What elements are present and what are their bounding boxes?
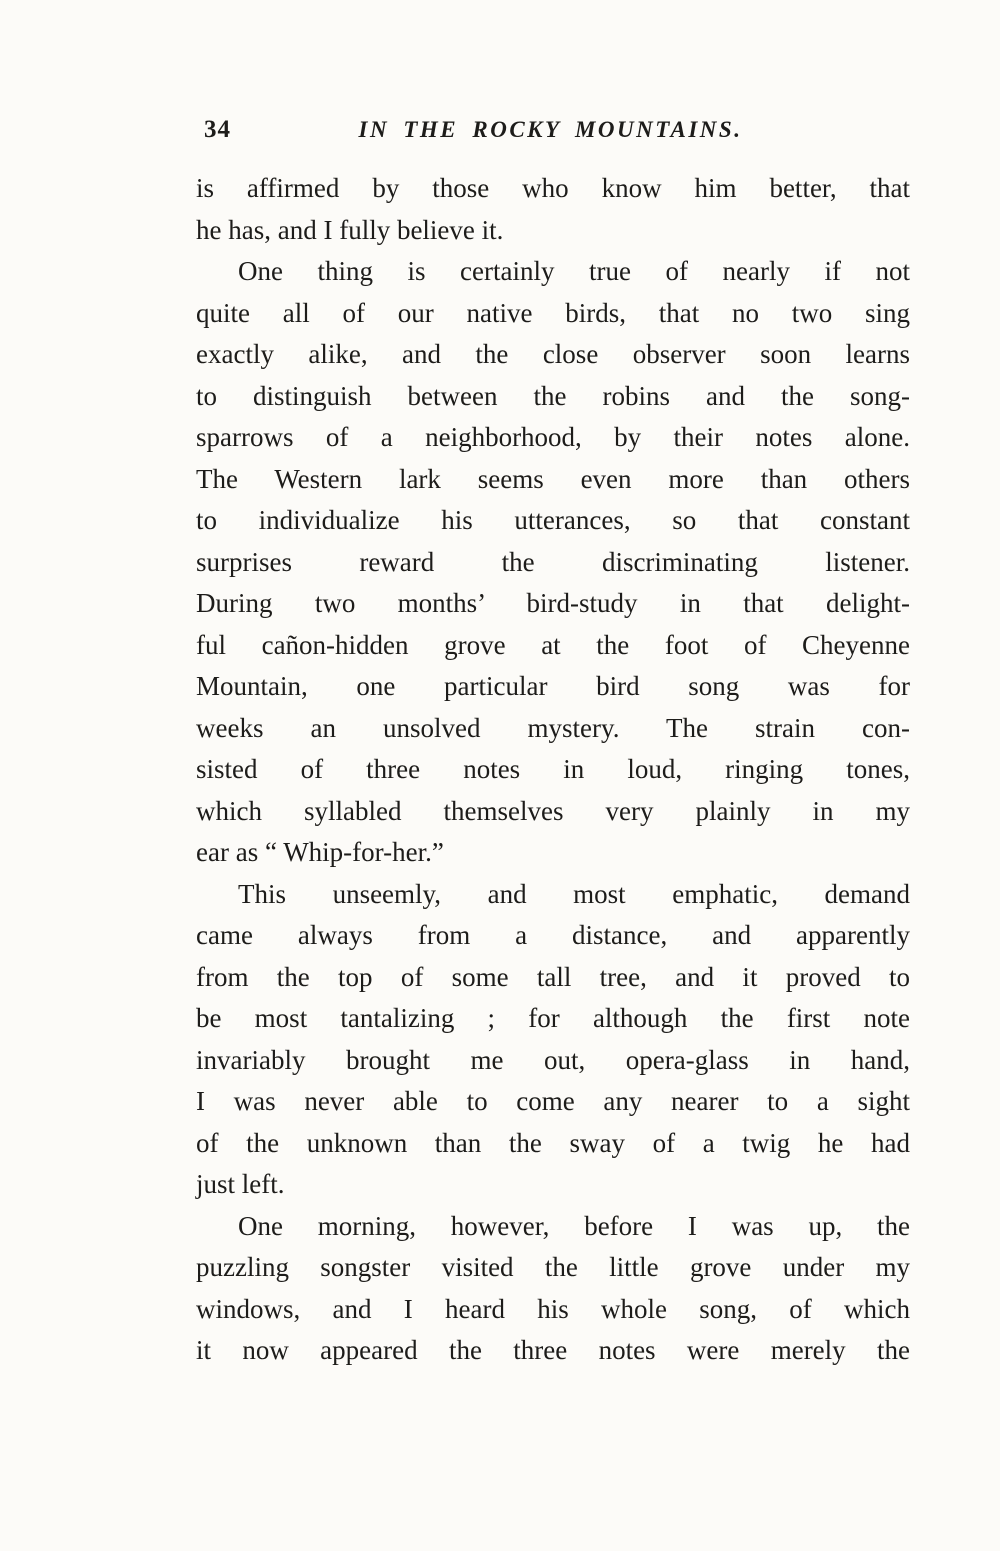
text-line: it now appeared the three notes were merely the <box>196 1335 910 1365</box>
text-line: of the unknown than the sway of a twig he had <box>196 1127 910 1158</box>
text-line: This unseemly, and most emphatic, demand <box>238 878 910 909</box>
page-header <box>196 116 910 144</box>
text-line: sparrows of a neighborhood, by their notes alone. <box>196 422 910 452</box>
text-line: One thing is certainly true of nearly if not <box>238 256 910 286</box>
text-line: to distinguish between the robins and the song- <box>196 380 910 411</box>
text-line: exactly alike, and the close observer soon learns <box>196 339 910 369</box>
text-block <box>196 168 910 1372</box>
text-line: surprises reward the discriminating listener. <box>196 546 910 577</box>
text-line: be most tantalizing ; for although the first note <box>196 1003 910 1033</box>
text-line: from the top of some tall tree, and it proved to <box>196 961 910 992</box>
text-line: to individualize his utterances, so that constant <box>196 505 910 535</box>
text-line: windows, and I heard his whole song, of which <box>196 1293 910 1324</box>
text-line: ful cañon-hidden grove at the foot of Cheyenne <box>196 629 910 660</box>
text-line: puzzling songster visited the little grove under my <box>196 1252 910 1282</box>
text-line: Mountain, one particular bird song was for <box>196 671 910 701</box>
text-line: During two months’ bird-study in that delight- <box>196 588 910 618</box>
paragraph <box>196 251 910 874</box>
text-line: just left. <box>196 1169 285 1199</box>
running-title: IN THE ROCKY MOUNTAINS. <box>358 117 743 142</box>
text-line: came always from a distance, and apparently <box>196 920 910 950</box>
text-area <box>196 116 910 1372</box>
text-line: sisted of three notes in loud, ringing tones, <box>196 754 910 784</box>
paragraph <box>196 874 910 1206</box>
text-line: ear as “ Whip-for-her.” <box>196 837 444 867</box>
text-line: One morning, however, before I was up, the <box>238 1210 910 1241</box>
text-line: I was never able to come any nearer to a sight <box>196 1086 910 1116</box>
text-line: weeks an unsolved mystery. The strain con- <box>196 712 910 743</box>
page-number: 34 <box>204 116 231 143</box>
text-line: he has, and I fully believe it. <box>196 214 504 245</box>
paragraph <box>196 168 910 251</box>
text-line: invariably brought me out, opera-glass in hand, <box>196 1044 910 1075</box>
text-line: The Western lark seems even more than others <box>196 463 910 494</box>
text-line: which syllabled themselves very plainly in my <box>196 795 910 826</box>
text-line: quite all of our native birds, that no two sing <box>196 297 910 328</box>
text-line: is affirmed by those who know him better, that <box>196 173 910 203</box>
paragraph <box>196 1206 910 1372</box>
